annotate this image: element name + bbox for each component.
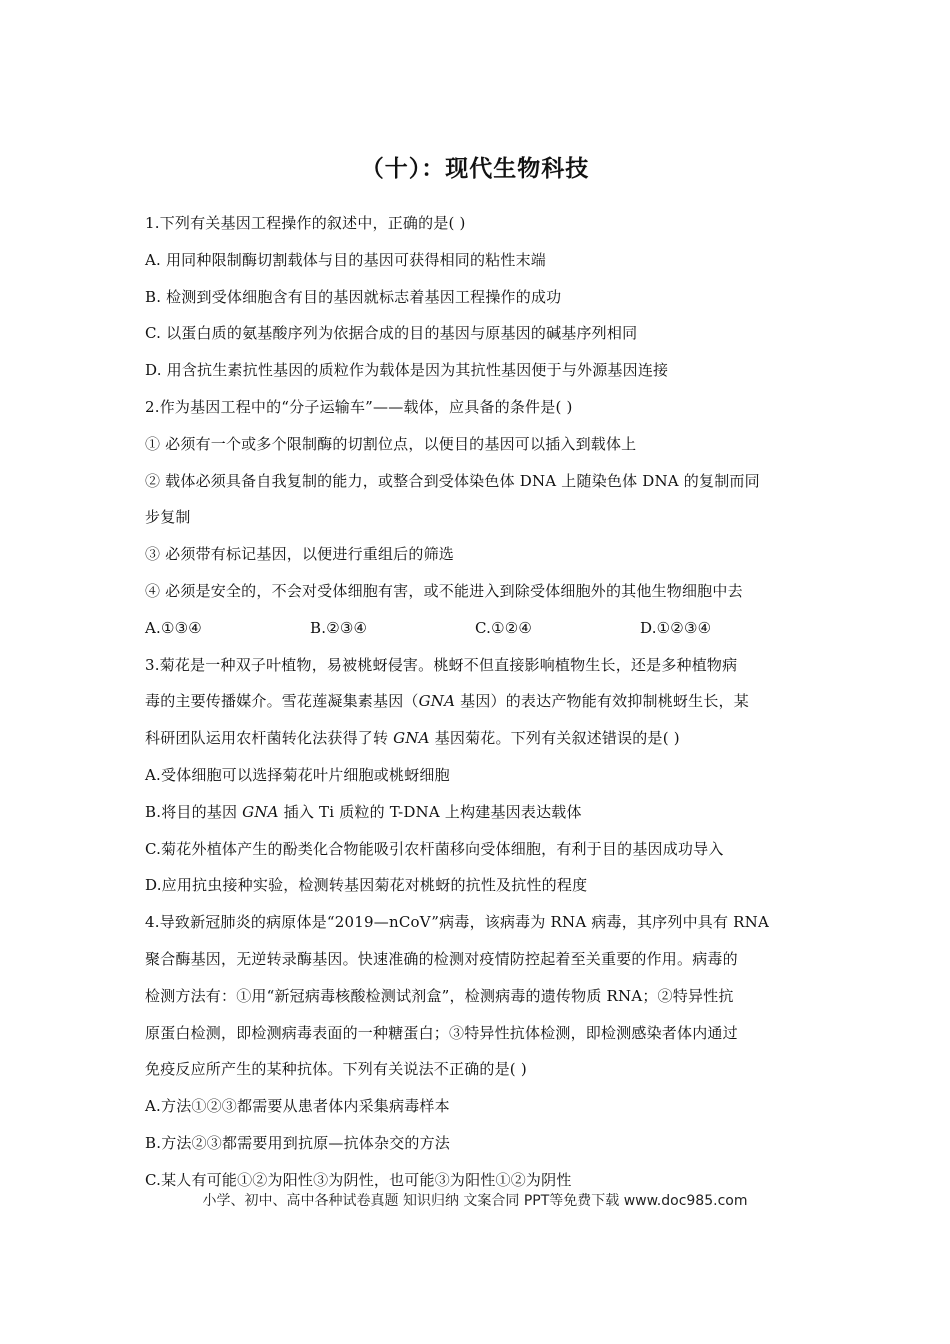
q1-option-b: B. 检测到受体细胞含有目的基因就标志着基因工程操作的成功 [145, 287, 562, 306]
q3-stem-line2: 毒的主要传播媒介。雪花莲凝集素基因（GNA 基因）的表达产物能有效抑制桃蚜生长，某 [145, 692, 749, 711]
q3-option-d: D.应用抗虫接种实验，检测转基因菊花对桃蚜的抗性及抗性的程度 [145, 876, 588, 895]
q3-option-a: A.受体细胞可以选择菊花叶片细胞或桃蚜细胞 [145, 765, 450, 784]
q4-stem-line5: 免疫反应所产生的某种抗体。下列有关说法不正确的是( ) [145, 1060, 527, 1079]
q4-option-a: A.方法①②③都需要从患者体内采集病毒样本 [145, 1097, 450, 1116]
q2-stem: 2.作为基因工程中的“分子运输车”——载体，应具备的条件是( ) [145, 397, 573, 416]
q4-option-c: C.某人有可能①②为阳性③为阴性，也可能③为阳性①②为阴性 [145, 1170, 572, 1189]
page-footer: 小学、初中、高中各种试卷真题 知识归纳 文案合同 PPT等免费下载 www.doc985.com [202, 1193, 748, 1209]
q4-stem-line1: 4.导致新冠肺炎的病原体是“2019—nCoV”病毒，该病毒为 RNA 病毒，其序列中具有 RNA [145, 913, 769, 932]
q4-stem-line4: 原蛋白检测，即检测病毒表面的一种糖蛋白；③特异性抗体检测，即检测感染者体内通过 [145, 1023, 738, 1042]
q2-statement-4: ④ 必须是安全的，不会对受体细胞有害，或不能进入到除受体细胞外的其他生物细胞中去 [145, 581, 743, 600]
page-title: （十）：现代生物科技 [360, 156, 590, 182]
q3-stem-line1: 3.菊花是一种双子叶植物，易被桃蚜侵害。桃蚜不但直接影响植物生长，还是多种植物病 [145, 655, 738, 674]
q4-stem-line2: 聚合酶基因，无逆转录酶基因。快速准确的检测对疫情防控起着至关重要的作用。病毒的 [145, 949, 738, 968]
q4-option-b: B.方法②③都需要用到抗原—抗体杂交的方法 [145, 1133, 450, 1152]
q3-option-b: B.将目的基因 GNA 插入 Ti 质粒的 T-DNA 上构建基因表达载体 [145, 802, 582, 821]
q1-option-d: D. 用含抗生素抗性基因的质粒作为载体是因为其抗性基因便于与外源基因连接 [145, 361, 669, 380]
q1-stem: 1.下列有关基因工程操作的叙述中，正确的是( ) [145, 214, 466, 232]
q2-options [145, 610, 810, 647]
q2-option-c: C.①②④ [475, 618, 533, 637]
q3-stem-line3: 科研团队运用农杆菌转化法获得了转 GNA 基因菊花。下列有关叙述错误的是( ) [145, 729, 680, 748]
q2-statement-2-line2: 步复制 [145, 508, 191, 527]
gna-term: GNA [242, 802, 279, 821]
q4-stem-line3: 检测方法有：①用“新冠病毒核酸检测试剂盒”，检测病毒的遗传物质 RNA；②特异性抗 [145, 986, 734, 1005]
question-body [145, 205, 810, 1199]
q2-statement-3: ③ 必须带有标记基因，以便进行重组后的筛选 [145, 545, 454, 564]
q1-option-c: C. 以蛋白质的氨基酸序列为依据合成的目的基因与原基因的碱基序列相同 [145, 324, 638, 343]
q1-option-a: A. 用同种限制酶切割载体与目的基因可获得相同的粘性末端 [145, 250, 546, 269]
gna-term: GNA [418, 692, 456, 711]
q2-statement-2-line1: ② 载体必须具备自我复制的能力，或整合到受体染色体 DNA 上随染色体 DNA 的复制而同 [145, 471, 760, 490]
q2-option-d: D.①②③④ [640, 618, 712, 637]
q2-statement-1: ① 必须有一个或多个限制酶的切割位点，以便目的基因可以插入到载体上 [145, 434, 637, 453]
q3-option-c: C.菊花外植体产生的酚类化合物能吸引农杆菌移向受体细胞，有利于目的基因成功导入 [145, 839, 724, 858]
q2-option-b: B.②③④ [310, 618, 368, 637]
gna-term: GNA [393, 729, 430, 748]
q2-option-a: A.①③④ [145, 618, 202, 637]
